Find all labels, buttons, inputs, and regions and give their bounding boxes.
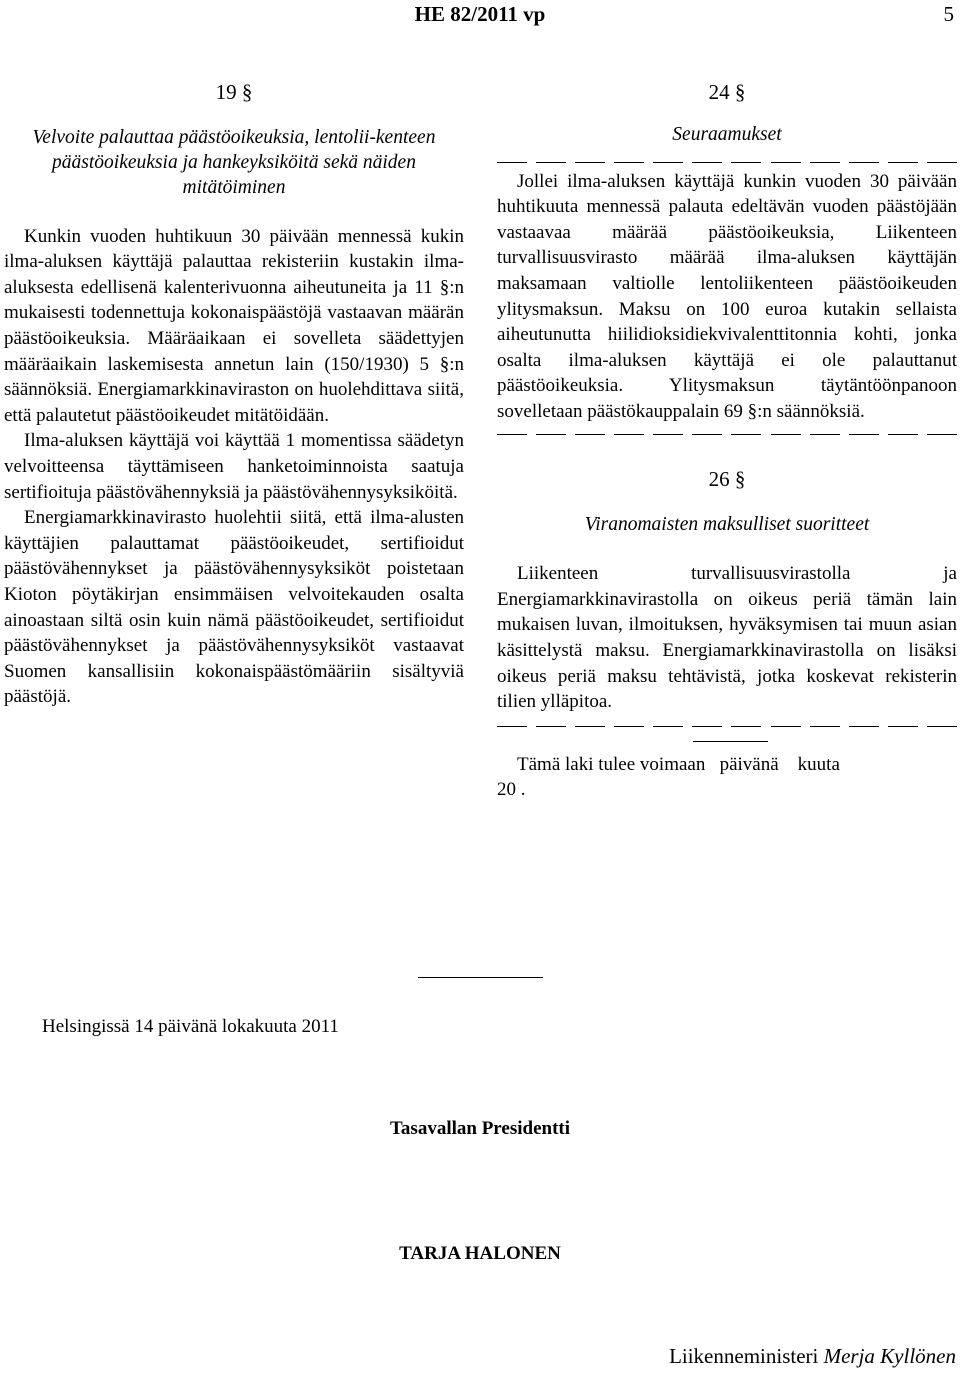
section-19-paragraph-1: Kunkin vuoden huhtikuun 30 päivään mennessä kukin ilma-aluksen käyttäjä palauttaa rekisteriin kustakin ilma-aluksesta edellisenä kalenterivuonna aiheutuneita ja 11 §:n mukaisesti todennettuja kokonaispäästöjä vastaavan määrän päästöoikeuksia. Määräaikaan ei sovelleta säädettyjen määräaikain laskemisesta annetun lain (150/1930) 5 §:n säännöksiä. Energiamarkkinaviraston on huolehdittava siitä, että palautetut päästöoikeudet mitätöidään. [4, 225, 464, 426]
section-26-paragraph: Liikenteen turvallisuusvirastolla ja Energiamarkkinavirastolla on oikeus periä tämän lain mukaisen luvan, ilmoituksen, hyväksymisen tai muun asian käsittelystä maksu. Energiamarkkinavirastolla on lisäksi oikeus periä maksu tehtävistä, jotka koskevat rekisterin tilien ylläpitoa. [497, 563, 957, 713]
left-column [4, 80, 464, 710]
closing-rule [418, 977, 543, 978]
section-24-number: 24 § [708, 80, 746, 104]
minister-title: Liikenneministeri [669, 1344, 819, 1368]
section-19-number: 19 § [215, 80, 253, 104]
document-id: HE 82/2011 vp [414, 2, 546, 26]
section-24-paragraph: Jollei ilma-aluksen käyttäjä kunkin vuoden 30 päivään huhtikuuta mennessä palauta edeltävän vuoden päästöjään vastaavaa määrää päästöoikeuksia, Liikenteen turvallisuusvirasto määrää ilma-aluksen käyttäjän maksamaan valtiolle lentoliikenteen päästöoikeuden ylitysmaksun. Maksu on 100 euroa kutakin sellaista aiheutunutta hiilidioksidiekvivalenttitonnia kohti, jonka osalta ilma-aluksen käyttäjä ei ole palauttanut päästöoikeuksia. Ylitysmaksun täytäntöönpanoon sovelletaan päästökauppalain 69 §:n säännöksiä. [497, 170, 957, 422]
separator-rule [693, 741, 768, 742]
section-19-title-text: Velvoite palauttaa päästöoikeuksia, lentolii-kenteen päästöoikeuksia ja hankeyksiköitä sekä näiden mitätöiminen [32, 126, 436, 198]
president-name: TARJA HALONEN [399, 1243, 561, 1264]
section-24-title: Seuraamukset [672, 123, 782, 145]
section-26-number: 26 § [708, 466, 746, 491]
omission-dashes [497, 429, 957, 441]
page-number: 5 [943, 2, 954, 26]
section-26-title: Viranomaisten maksulliset suoritteet [584, 514, 870, 536]
omission-dashes [497, 721, 957, 733]
enactment-line-1: Tämä laki tulee voimaan päivänä kuuta [517, 753, 840, 775]
section-19-paragraph-2: Ilma-aluksen käyttäjä voi käyttää 1 momentissa säädetyn velvoitteensa täyttämiseen hanketoiminnoista saatuja sertifioituja päästövähennyksiä ja päästövähennysyksiköitä. [4, 430, 464, 503]
signature-title: Tasavallan Presidentti [390, 1118, 570, 1139]
enactment-line-2: 20 . [497, 779, 526, 801]
section-19-title [4, 125, 464, 200]
enactment-clause [497, 752, 957, 803]
minister-name: Merja Kyllönen [823, 1344, 956, 1368]
omission-dashes [497, 157, 957, 169]
section-19-paragraph-3: Energiamarkkinavirasto huolehtii siitä, että ilma-alusten käyttäjien palauttamat päästöoikeudet, sertifioidut päästövähennykset ja päästövähennysyksiköt poistetaan Kioton pöytäkirjan ensimmäisen velvoitekauden osalta ainoastaan siltä osin kuin nämä päästöoikeudet, sertifioidut päästövähennykset ja päästövähennysyksiköt vastaavat Suomen kansallisiin kokonaispäästömääriin sisältyviä päästöjä. [4, 507, 464, 708]
signature-place-date: Helsingissä 14 päivänä lokakuuta 2011 [42, 1016, 339, 1037]
right-column [497, 80, 957, 803]
minister-signature [669, 1344, 956, 1369]
